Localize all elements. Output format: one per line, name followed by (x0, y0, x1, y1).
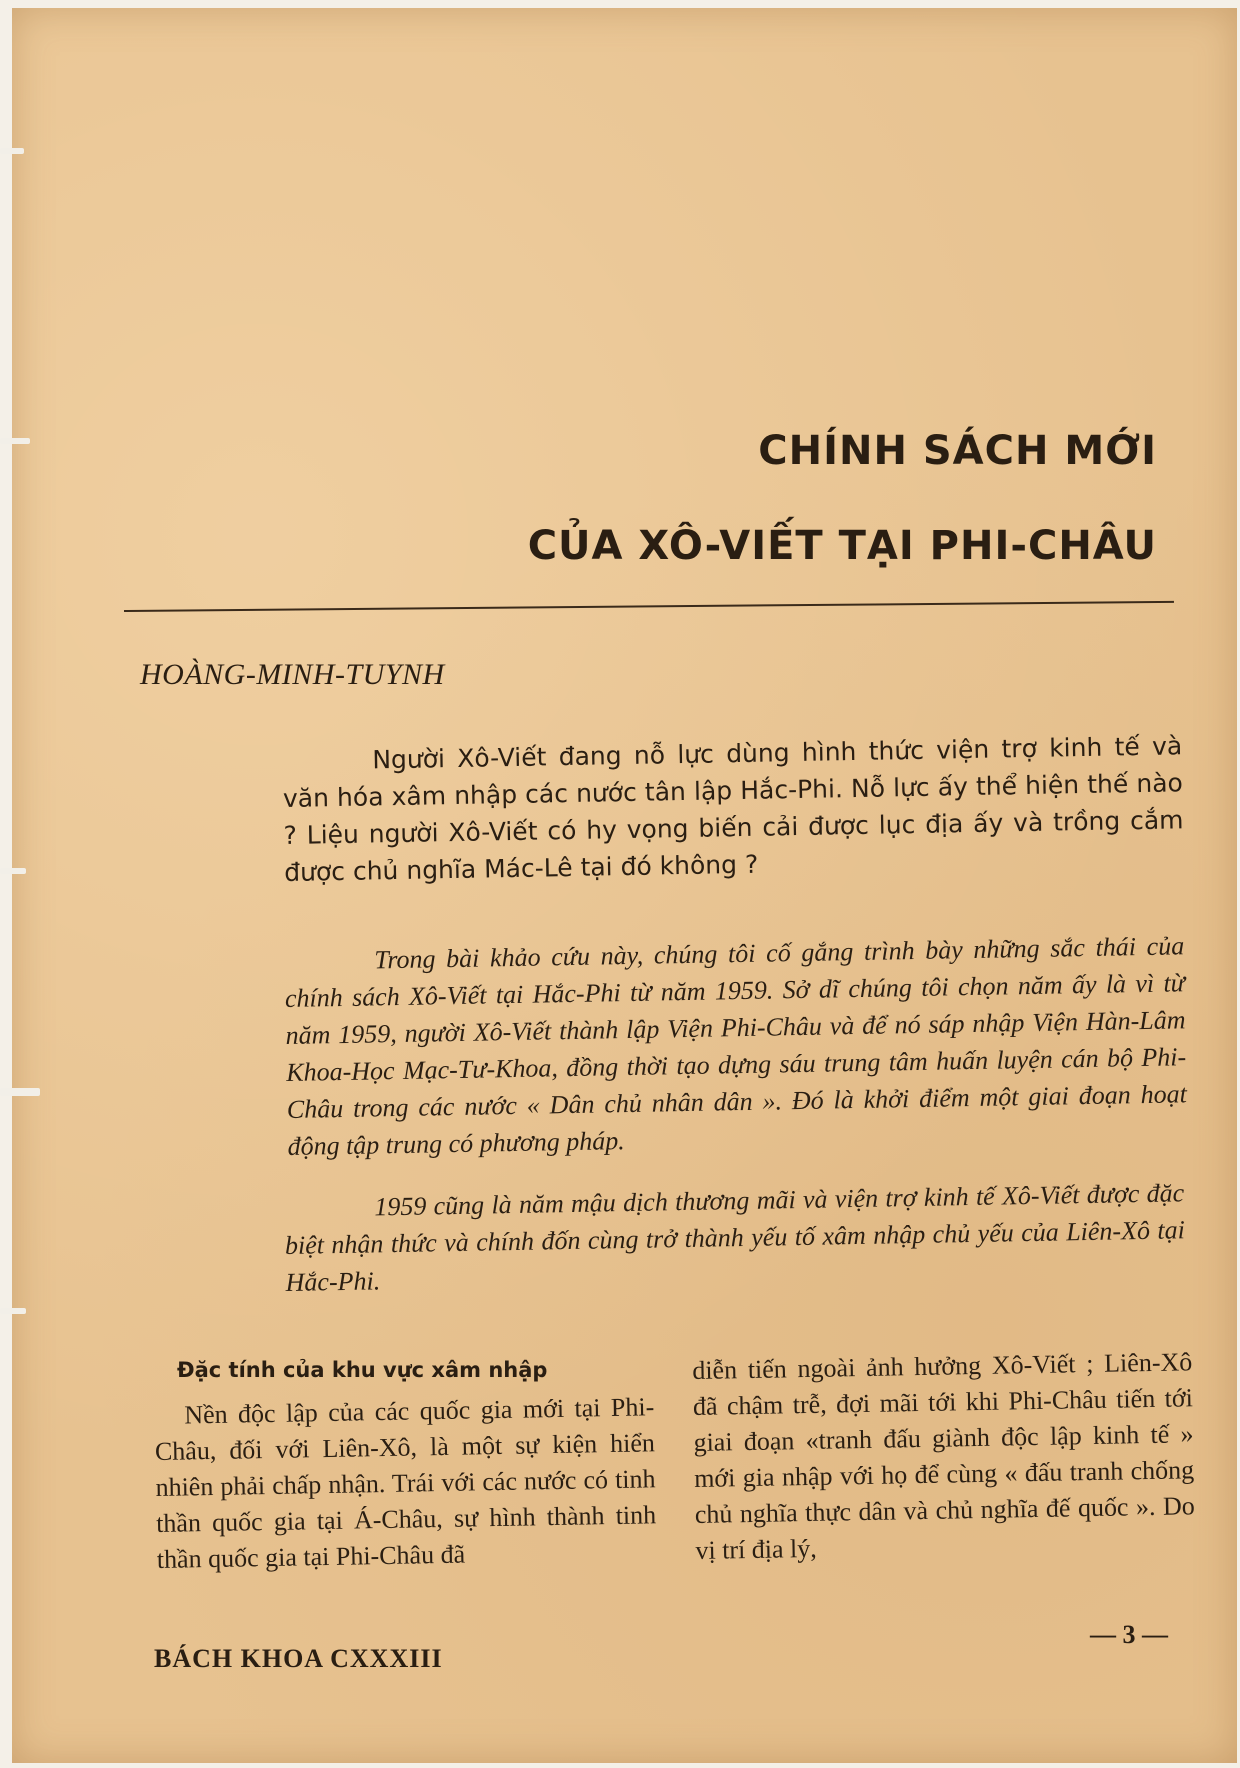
binding-hole (0, 1308, 26, 1314)
lead-text-1: Trong bài khảo cứu này, chúng tôi cố gắng trình bày những sắc thái của chính sách Xô-Viết tại Hắc-Phi từ năm 1959. Sở dĩ chúng tôi chọn năm ấy là vì từ năm 1959, người Xô-Viết thành lập Viện Phi-Châu và để nó sáp nhập Viện Hàn-Lâm Khoa-Học Mạc-Tư-Khoa, đồng thời tạo dựng sáu trung tâm huấn luyện cán bộ Phi-Châu trong các nước « Dân chủ nhân dân ». Đó là khởi điểm một giai đoạn hoạt động tập trung có phương pháp. (284, 931, 1188, 1161)
body-column-right (692, 1344, 1196, 1569)
intro-paragraph (282, 727, 1184, 891)
binding-hole (0, 438, 30, 444)
lead-paragraph-2 (284, 1174, 1186, 1301)
lead-text-2: 1959 cũng là năm mậu dịch thương mãi và viện trợ kinh tế Xô-Viết được đặc biệt nhận thức và chính đốn cùng trở thành yếu tố xâm nhập chủ yếu của Liên-Xô tại Hắc-Phi. (284, 1178, 1186, 1297)
section-heading: Đặc tính của khu vực xâm nhập (177, 1358, 548, 1382)
article-title-line2: CỦA XÔ-VIẾT TẠI PHI-CHÂU (527, 523, 1157, 569)
article-title-line1: CHÍNH SÁCH MỚI (758, 428, 1157, 474)
lead-paragraph-1 (284, 927, 1188, 1165)
body-text-left: Nền độc lập của các quốc gia mới tại Phi-Châu, đối với Liên-Xô, là một sự kiện hiển nhiên phải chấp nhận. Trái với các nước có tinh thần quốc gia tại Á-Châu, sự hình thành tinh thần quốc gia tại Phi-Châu đã (154, 1392, 657, 1574)
magazine-page (12, 8, 1237, 1763)
publication-name: BÁCH KHOA CXXXIII (154, 1644, 443, 1673)
body-column-left (154, 1389, 657, 1578)
binding-hole (0, 148, 24, 154)
title-divider (124, 601, 1174, 612)
intro-text: Người Xô-Viết đang nỗ lực dùng hình thức viện trợ kinh tế và văn hóa xâm nhập các nước tân lập Hắc-Phi. Nỗ lực ấy thể hiện thế nào ? Liệu người Xô-Viết có hy vọng biến cải được lục địa ấy và trồng cắm được chủ nghĩa Mác-Lê tại đó không ? (282, 731, 1184, 887)
body-text-right: diễn tiến ngoài ảnh hưởng Xô-Viết ; Liên-Xô đã chậm trễ, đợi mãi tới khi Phi-Châu tiến tới giai đoạn «tranh đấu giành độc lập kinh tế » mới gia nhập với họ để cùng « đấu tranh chống chủ nghĩa thực dân và chủ nghĩa đế quốc ». Do vị trí địa lý, (692, 1347, 1195, 1565)
binding-hole (0, 868, 26, 874)
page-number: — 3 — (1090, 1620, 1168, 1649)
binding-hole (0, 1088, 40, 1096)
author-name: HOÀNG-MINH-TUYNH (140, 658, 445, 691)
